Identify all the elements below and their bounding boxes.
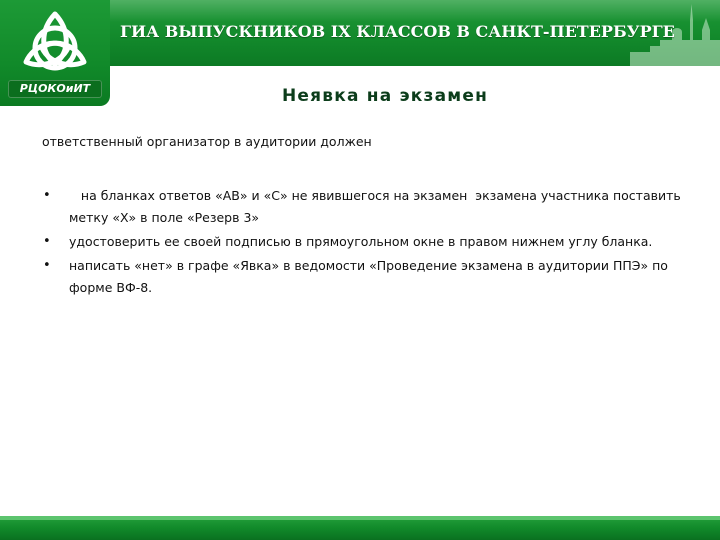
- bullet-list: [42, 185, 685, 301]
- bullet-text: на бланках ответов «АВ» и «С» не явившегося на экзамен экзамена участника поставить метку «Х» в поле «Резерв 3»: [69, 188, 685, 225]
- header-title: ГИА ВЫПУСКНИКОВ IX КЛАССОВ В САНКТ-ПЕТЕРБУРГЕ: [120, 22, 675, 41]
- bullet-icon: •: [43, 258, 51, 273]
- list-item: [42, 231, 682, 253]
- list-item: [42, 185, 685, 229]
- slide-title: Неявка на экзамен: [282, 86, 489, 106]
- triquetra-logo-icon: [18, 8, 92, 80]
- bullet-icon: •: [43, 234, 51, 249]
- bullet-text: удостоверить ее своей подписью в прямоугольном окне в правом нижнем углу бланка.: [69, 234, 653, 249]
- bullet-icon: •: [43, 188, 51, 203]
- footer-band: [0, 516, 720, 540]
- list-item: [42, 255, 682, 299]
- bullet-text: написать «нет» в графе «Явка» в ведомости «Проведение экзамена в аудитории ППЭ» по форме ВФ-8.: [69, 258, 668, 295]
- logo-text: РЦОКОиИТ: [8, 80, 102, 98]
- slide-subtitle: ответственный организатор в аудитории должен: [42, 134, 372, 149]
- logo: [0, 0, 110, 106]
